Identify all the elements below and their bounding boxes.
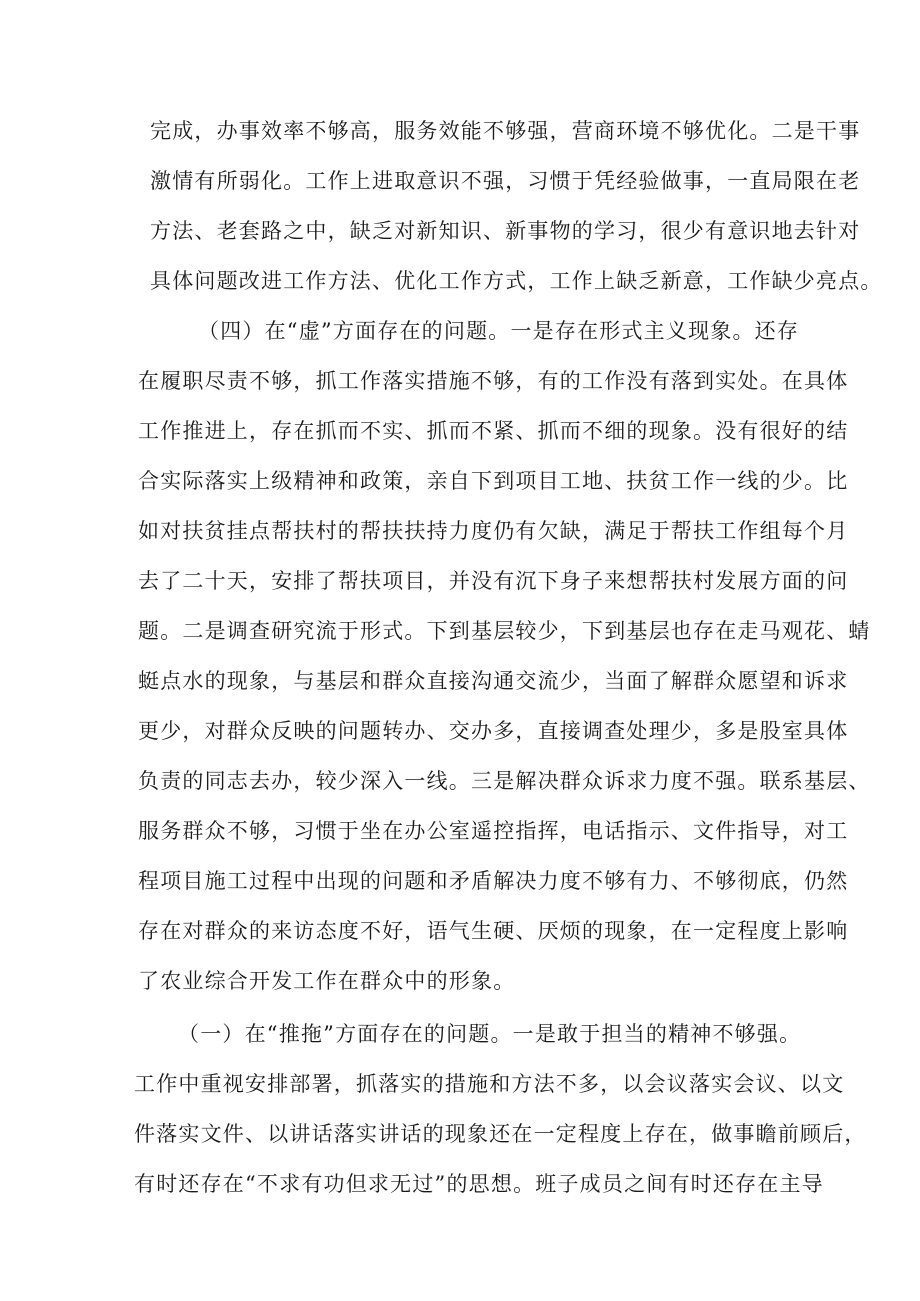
text-line: 方法、老套路之中，缺乏对新知识、新事物的学习，很少有意识地去针对	[150, 219, 861, 243]
text-line: 如对扶贫挂点帮扶村的帮扶扶持力度仍有欠缺，满足于帮扶工作组每个月	[138, 519, 849, 543]
paragraph-heading-line: （四）在“虚”方面存在的问题。一是存在形式主义现象。还存	[198, 319, 800, 343]
text-line: 负责的同志去办，较少深入一线。三是解决群众诉求力度不强。联系基层、	[138, 769, 871, 793]
text-line: 合实际落实上级精神和政策，亲自下到项目工地、扶贫工作一线的少。比	[138, 469, 849, 493]
text-line: 工作推进上，存在抓而不实、抓而不紧、抓而不细的现象。没有很好的结	[138, 419, 849, 443]
text-line: 件落实文件、以讲话落实讲话的现象还在一定程度上存在，做事瞻前顾后，	[134, 1122, 867, 1146]
text-line: 程项目施工过程中出现的问题和矛盾解决力度不够有力、不够彻底，仍然	[138, 869, 849, 893]
text-line: 服务群众不够，习惯于坐在办公室遥控指挥，电话指示、文件指导，对工	[138, 819, 849, 843]
text-line: 去了二十天，安排了帮扶项目，并没有沉下身子来想帮扶村发展方面的问	[138, 569, 849, 593]
text-line: 在履职尽责不够，抓工作落实措施不够，有的工作没有落到实处。在具体	[138, 369, 849, 393]
text-line: 存在对群众的来访态度不好，语气生硬、厌烦的现象，在一定程度上影响	[138, 919, 849, 943]
text-line: 题。二是调查研究流于形式。下到基层较少，下到基层也存在走马观花、蜻	[138, 619, 871, 643]
text-line: 完成，办事效率不够高，服务效能不够强，营商环境不够优化。二是干事	[150, 119, 861, 143]
text-line: 激情有所弱化。工作上进取意识不强，习惯于凭经验做事，一直局限在老	[150, 169, 861, 193]
paragraph-heading-line: （一）在“推拖”方面存在的问题。一是敢于担当的精神不够强。	[178, 1022, 802, 1046]
text-line: 更少，对群众反映的问题转办、交办多，直接调查处理少，多是股室具体	[138, 719, 849, 743]
text-line: 具体问题改进工作方法、优化工作方式，工作上缺乏新意，工作缺少亮点。	[150, 269, 883, 293]
text-line: 了农业综合开发工作在群众中的形象。	[138, 969, 516, 993]
text-line: 蜓点水的现象，与基层和群众直接沟通交流少，当面了解群众愿望和诉求	[138, 669, 849, 693]
text-line: 有时还存在“不求有功但求无过”的思想。班子成员之间有时还存在主导	[134, 1172, 824, 1196]
text-line: 工作中重视安排部署，抓落实的措施和方法不多，以会议落实会议、以文	[134, 1072, 845, 1096]
